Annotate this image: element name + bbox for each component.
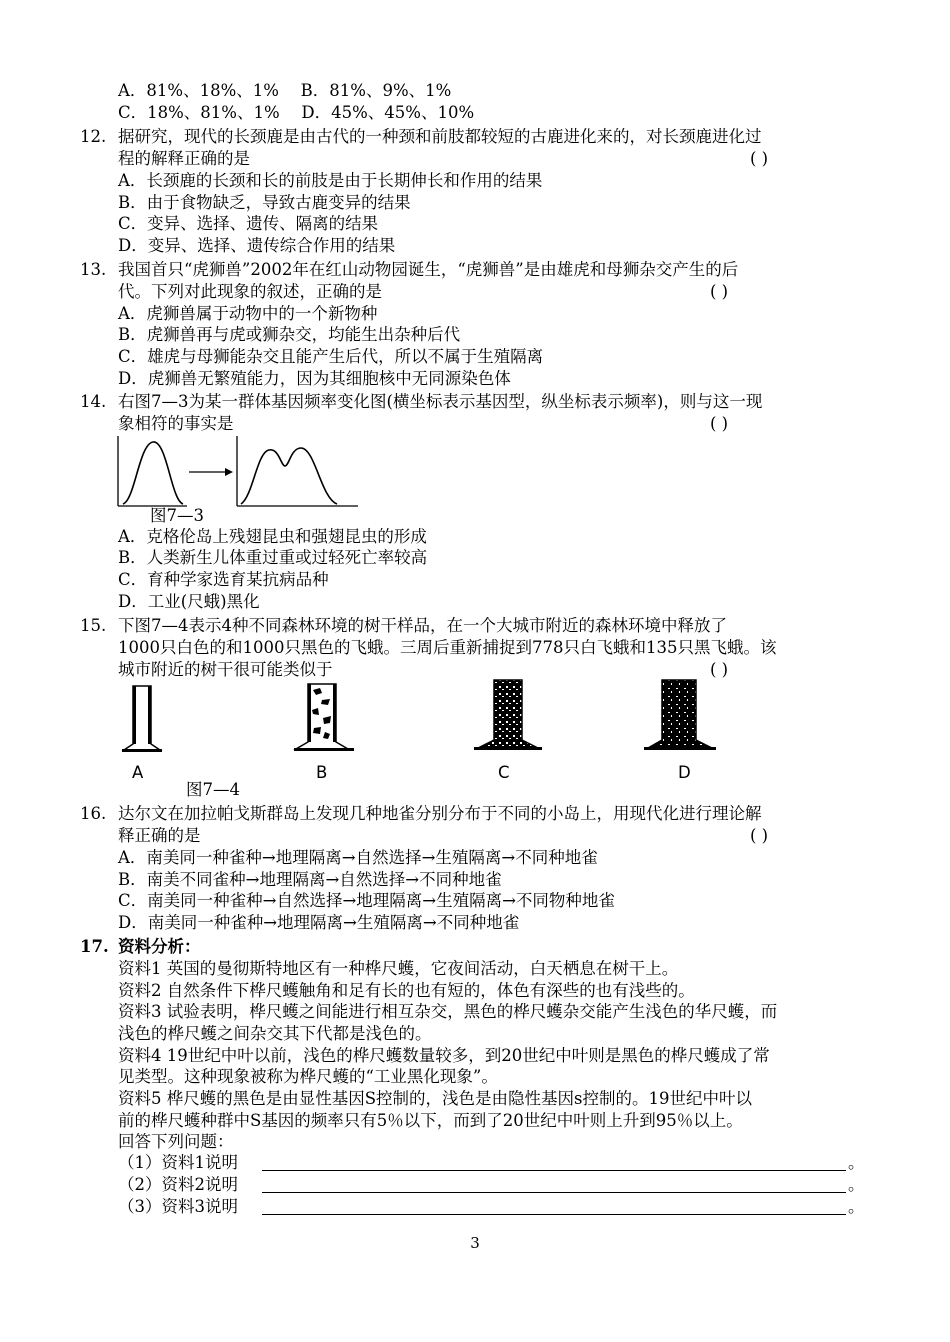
q12-option-a: A．长颈鹿的长颈和长的前肢是由于长期伸长和作用的结果 [118,171,543,190]
q12-number: 12. [80,127,107,146]
q13-option-d: D．虎狮兽无繁殖能力，因为其细胞核中无同源染色体 [118,369,511,388]
q15-stem-line2: 1000只白色的和1000只黑色的飞蛾。三周后重新捕捉到778只白飞蛾和135只黑飞蛾。该 [118,638,777,657]
curve-before [118,436,187,506]
q16-option-a: A．南美同一种雀种→地理隔离→自然选择→生殖隔离→不同种地雀 [118,848,598,867]
q14-stem-line1: 右图7—3为某一群体基因频率变化图(横坐标表示基因型，纵坐标表示频率)，则与这一现 [118,392,763,411]
q17-answer-3-label: （3）资料3说明 [118,1197,238,1216]
q17-answer-2-blank[interactable] [262,1192,846,1193]
q17-prompt: 回答下列问题： [118,1132,234,1151]
figure-7-3-caption: 图7—3 [150,506,204,525]
q14-stem-line2: 象相符的事实是 [118,414,234,433]
q16-number: 16. [80,804,107,823]
q17-answer-3-end: 。 [848,1197,865,1216]
q17-material-4-line1: 资料4 19世纪中叶以前，浅色的桦尺蠖数量较多，到20世纪中叶则是黑色的桦尺蠖成了常 [118,1046,770,1065]
q17-answer-2-label: （2）资料2说明 [118,1175,238,1194]
tree-sample-b [292,680,356,754]
q17-material-1: 资料1 英国的曼彻斯特地区有一种桦尺蠖，它夜间活动，白天栖息在树干上。 [118,959,679,978]
q17-material-2: 资料2 自然条件下桦尺蠖触角和足有长的也有短的，体色有深些的也有浅些的。 [118,981,695,1000]
q16-stem-line2: 释正确的是 [118,826,201,845]
q17-number: 17. [80,937,109,956]
q17-answer-3-blank[interactable] [262,1214,846,1215]
q17-answer-1-end: 。 [848,1153,865,1172]
q17-material-4-line2: 见类型。这种现象被称为桦尺蠖的“工业黑化现象”。 [118,1067,498,1086]
q17-answer-1-blank[interactable] [262,1170,846,1171]
q16-stem-line1: 达尔文在加拉帕戈斯群岛上发现几种地雀分别分布于不同的小岛上，用现代化进行理论解 [118,804,762,823]
q15-stem-line1: 下图7—4表示4种不同森林环境的树干样品，在一个大城市附近的森林环境中释放了 [118,616,727,635]
q17-title: 资料分析： [118,937,201,956]
page-number: 3 [470,1234,480,1252]
tree-sample-c [470,678,546,754]
q12-option-d: D．变异、选择、遗传综合作用的结果 [118,236,396,255]
tree-label-a: A [132,763,144,782]
q13-answer-paren: ( ) [710,282,729,301]
tree-label-d: D [678,763,691,782]
q14-option-b: B．人类新生儿体重过重或过轻死亡率较高 [118,548,428,567]
q17-material-3-line1: 资料3 试验表明，桦尺蠖之间能进行相互杂交，黑色的桦尺蠖杂交能产生浅色的华尺蠖，而 [118,1002,778,1021]
q16-option-b: B．南美不同雀种→地理隔离→自然选择→不同种地雀 [118,870,502,889]
q12-answer-paren: ( ) [750,149,769,168]
q16-option-c: C．南美同一种雀种→自然选择→地理隔离→生殖隔离→不同物种地雀 [118,891,615,910]
q17-answer-2-end: 。 [848,1175,865,1194]
q12-option-b: B．由于食物缺乏，导致古鹿变异的结果 [118,193,411,212]
q13-option-c: C．雄虎与母狮能杂交且能产生后代，所以不属于生殖隔离 [118,347,544,366]
tree-sample-a [120,682,164,754]
gene-frequency-figure [115,436,365,508]
q14-answer-paren: ( ) [710,414,729,433]
tree-label-b: B [316,763,328,782]
q15-answer-paren: ( ) [710,660,729,679]
q17-answer-1-label: （1）资料1说明 [118,1153,238,1172]
q13-number: 13. [80,260,107,279]
q14-option-d: D．工业(尺蛾)黑化 [118,592,260,611]
q15-stem-line3: 城市附近的树干很可能类似于 [118,660,333,679]
q16-option-d: D．南美同一种雀种→地理隔离→生殖隔离→不同种地雀 [118,913,520,932]
q13-option-a: A．虎狮兽属于动物中的一个新物种 [118,304,378,323]
q13-option-b: B．虎狮兽再与虎或狮杂交，均能生出杂种后代 [118,325,461,344]
tree-sample-d [642,678,718,754]
tree-label-c: C [498,763,510,782]
q14-number: 14. [80,392,107,411]
q14-option-a: A．克格伦岛上残翅昆虫和强翅昆虫的形成 [118,527,427,546]
q17-material-5-line2: 前的桦尺蠖种群中S基因的频率只有5％以下，而到了20世纪中叶则上升到95％以上。 [118,1111,743,1130]
q17-material-5-line1: 资料5 桦尺蠖的黑色是由显性基因S控制的，浅色是由隐性基因s控制的。19世纪中叶以 [118,1089,753,1108]
q11-options-row1: A．81%、18%、1% B．81%、9%、1% [118,81,452,100]
q13-stem-line1: 我国首只“虎狮兽”2002年在红山动物园诞生，“虎狮兽”是由雄虎和母狮杂交产生的后 [118,260,739,279]
curve-after [237,436,358,506]
arrow-icon [189,468,233,476]
q11-options-row2: C．18%、81%、1% D．45%、45%、10% [118,103,475,122]
q14-option-c: C．育种学家选育某抗病品种 [118,570,329,589]
figure-7-4-caption: 图7—4 [186,780,240,799]
q13-stem-line2: 代。下列对此现象的叙述，正确的是 [118,282,382,301]
q12-stem-line1: 据研究，现代的长颈鹿是由古代的一种颈和前肢都较短的古鹿进化来的，对长颈鹿进化过 [118,127,762,146]
q16-answer-paren: ( ) [750,826,769,845]
q15-number: 15. [80,616,107,635]
q12-stem-line2: 程的解释正确的是 [118,149,250,168]
q17-material-3-line2: 浅色的桦尺蠖之间杂交其下代都是浅色的。 [118,1024,432,1043]
q12-option-c: C．变异、选择、遗传、隔离的结果 [118,214,379,233]
